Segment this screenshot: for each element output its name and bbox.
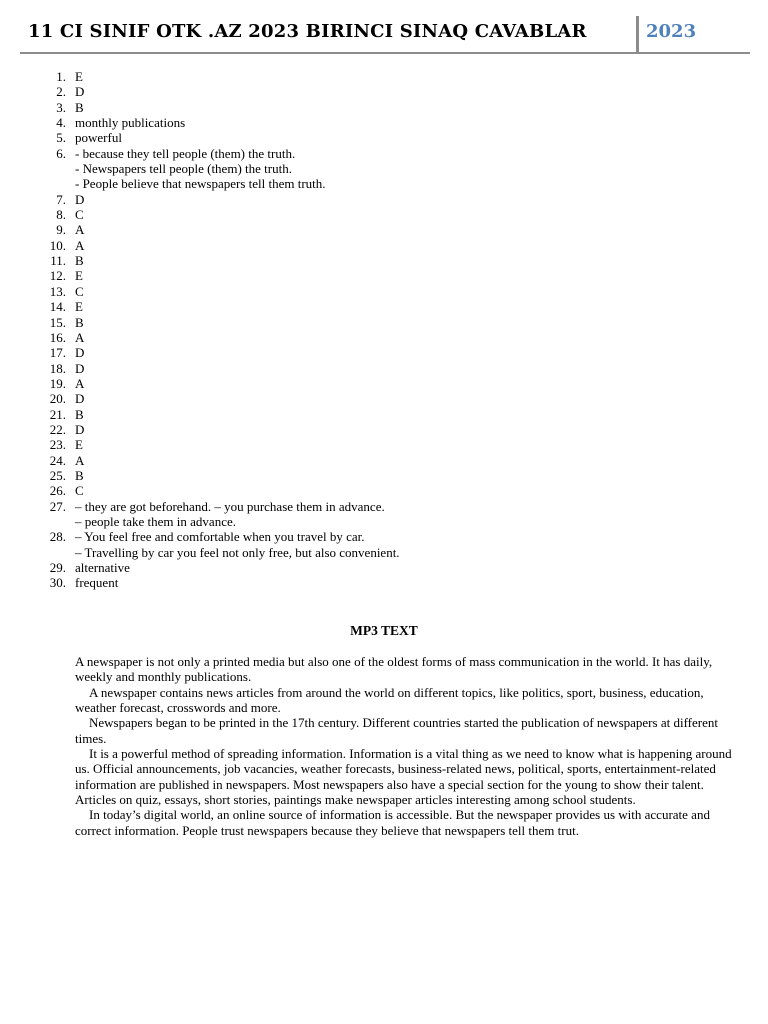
answer-item: [40, 407, 740, 422]
answer-text: alternative: [75, 560, 130, 575]
answer-item: [40, 84, 740, 99]
answer-number: 18.: [49, 360, 66, 376]
answer-text: monthly publications: [75, 115, 186, 131]
mp3-paragraph: A newspaper contains news articles from around the world on different topics, like politics, sport, business, education, weather forecast, crosswords and more.: [75, 684, 704, 716]
answer-number: 21.: [49, 406, 66, 422]
answer-number: 20.: [49, 391, 66, 407]
answer-item: [40, 361, 740, 376]
answer-number: 7.: [56, 191, 66, 207]
answer-text: C: [75, 483, 84, 499]
answer-item: [40, 299, 740, 314]
answer-text: – You feel free and comfortable when you travel by car.: [75, 529, 365, 545]
answer-text: - Newspapers tell people (them) the truth.: [75, 161, 292, 177]
answer-number: 2.: [56, 84, 66, 100]
answer-text: C: [75, 207, 84, 223]
answer-number: 30.: [49, 575, 66, 591]
mp3-paragraph: A newspaper is not only a printed media but also one of the oldest forms of mass communication in the world. It has daily, weekly and monthly publications.: [75, 654, 713, 685]
answer-item: [40, 100, 740, 115]
answer-item: [40, 437, 740, 452]
answer-text: E: [75, 299, 83, 315]
answer-text: B: [75, 314, 84, 330]
answer-item: [40, 330, 740, 345]
answer-number: 24.: [49, 452, 66, 468]
answer-text: D: [75, 191, 85, 207]
answer-number: 17.: [49, 345, 66, 361]
answer-number: 14.: [49, 299, 66, 315]
answer-text: B: [75, 467, 84, 483]
answer-text: D: [75, 84, 85, 100]
answer-number: 9.: [56, 222, 66, 238]
answer-text: E: [75, 437, 83, 453]
answer-number: 22.: [49, 421, 66, 437]
answer-text: A: [75, 329, 85, 345]
mp3-paragraph: Newspapers began to be printed in the 17th century. Different countries started the publication of newspapers at different times.: [75, 715, 718, 746]
header-year: 2023: [646, 21, 697, 42]
answer-item: [40, 315, 740, 330]
page-header: [20, 14, 750, 54]
answer-item: [40, 391, 740, 406]
answer-item: [40, 192, 740, 207]
page-title: 11 CI SINIF OTK .AZ 2023 BIRINCI SINAQ CAVABLAR: [28, 21, 587, 42]
header-divider: [636, 16, 639, 52]
answer-number: 15.: [49, 314, 66, 330]
answer-item: [40, 253, 740, 268]
answer-text: D: [75, 391, 85, 407]
mp3-text-body: [75, 654, 740, 838]
answer-text: A: [75, 237, 85, 253]
answer-text: A: [75, 452, 85, 468]
answer-item: [40, 268, 740, 283]
answer-number: 12.: [49, 268, 66, 284]
answer-item: [40, 468, 740, 483]
answer-item: [40, 222, 740, 237]
answer-item: [40, 376, 740, 391]
answer-text: D: [75, 360, 85, 376]
answer-number: 25.: [49, 467, 66, 483]
answer-item: [40, 238, 740, 253]
answer-number: 5.: [56, 130, 66, 146]
answer-number: 6.: [56, 145, 66, 161]
answer-number: 19.: [49, 375, 66, 391]
answer-text: E: [75, 69, 83, 84]
answer-text: A: [75, 375, 85, 391]
answer-item: [40, 575, 740, 590]
answer-text: – people take them in advance.: [75, 513, 236, 529]
answer-item: [40, 529, 740, 560]
answer-item: [40, 115, 740, 130]
answer-text: powerful: [75, 130, 122, 146]
answer-item: [40, 483, 740, 498]
answer-number: 28.: [49, 529, 66, 545]
answer-text: B: [75, 99, 84, 115]
answer-item: [40, 284, 740, 299]
answer-item: [40, 345, 740, 360]
answer-list: [40, 69, 740, 591]
answer-number: 11.: [50, 253, 66, 269]
answer-item: [40, 130, 740, 145]
answer-item: [40, 499, 740, 530]
answer-number: 23.: [49, 437, 66, 453]
answer-text: - People believe that newspapers tell them truth.: [75, 176, 326, 192]
answer-text: D: [75, 421, 85, 437]
answer-item: [40, 453, 740, 468]
mp3-paragraph: It is a powerful method of spreading information. Information is a vital thing as we need to know what is happening around us. Official announcements, job vacancies, weather forecasts, business-related news, political, sports, entertainment-related information are published in newspapers. Most newspapers also have a special section for the young to show their talent. Articles on quiz, essays, short stories, paintings make newspaper articles interesting among school students.: [75, 746, 732, 808]
mp3-paragraph: In today’s digital world, an online source of information is accessible. But the newspaper provides us with accurate and correct information. People trust newspapers because they believe that newspapers tell them trut.: [75, 807, 710, 838]
answer-item: [40, 69, 740, 84]
answer-item: [40, 560, 740, 575]
answer-number: 10.: [49, 237, 66, 253]
answer-text: E: [75, 268, 83, 284]
answer-number: 13.: [49, 283, 66, 299]
answer-item: [40, 207, 740, 222]
answer-text: A: [75, 222, 85, 238]
answer-number: 29.: [49, 560, 66, 575]
answer-number: 26.: [49, 483, 66, 499]
answer-text: D: [75, 345, 85, 361]
answer-number: 3.: [56, 99, 66, 115]
answer-text: – they are got beforehand. – you purchase them in advance.: [75, 498, 385, 514]
answer-text: C: [75, 283, 84, 299]
answer-item: [40, 146, 740, 192]
answer-text: B: [75, 253, 84, 269]
answer-number: 27.: [49, 498, 66, 514]
answer-text: – Travelling by car you feel not only free, but also convenient.: [75, 544, 400, 560]
answer-text: frequent: [75, 575, 119, 591]
answer-number: 16.: [49, 329, 66, 345]
answer-text: B: [75, 406, 84, 422]
answer-item: [40, 422, 740, 437]
answer-number: 1.: [56, 69, 66, 84]
answer-number: 8.: [56, 207, 66, 223]
mp3-section-title: MP3 TEXT: [350, 623, 418, 638]
answer-number: 4.: [56, 115, 66, 131]
answer-text: - because they tell people (them) the truth.: [75, 145, 296, 161]
